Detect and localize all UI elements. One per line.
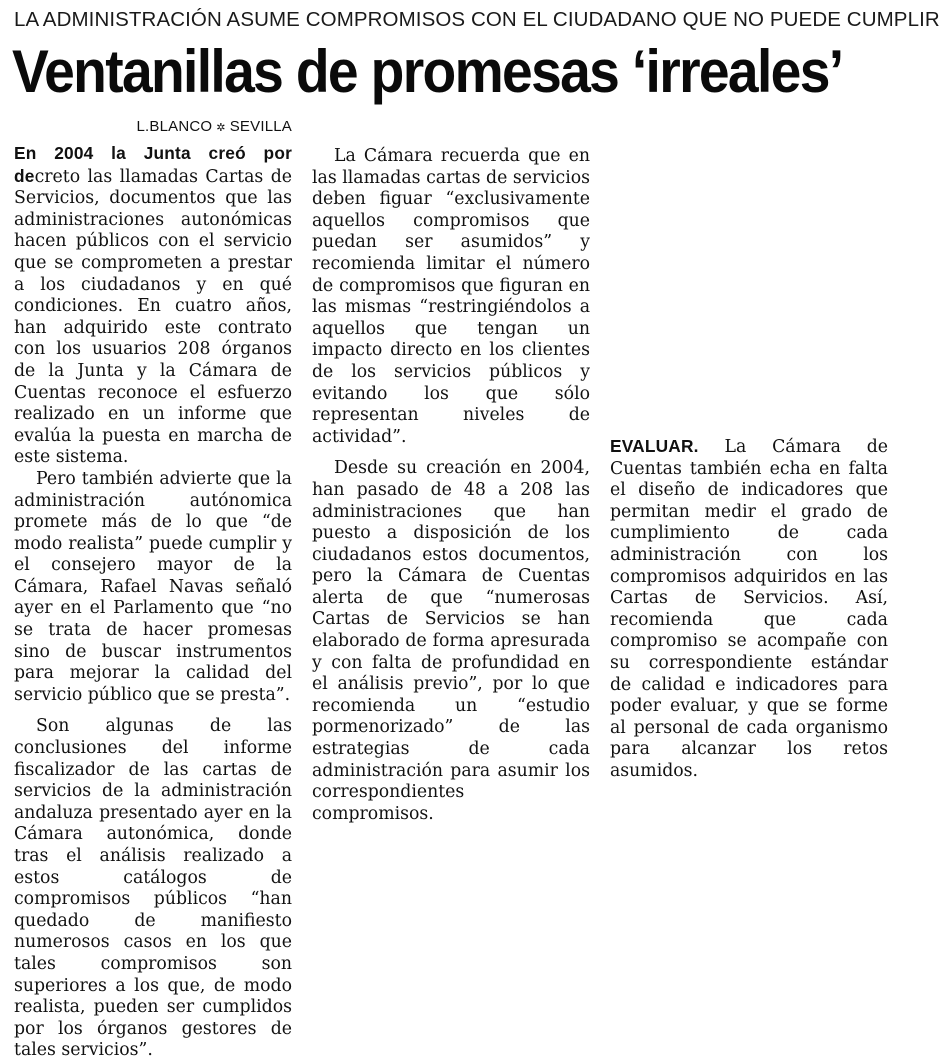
kicker-headline: LA ADMINISTRACIÓN ASUME COMPROMISOS CON EL CIUDADANO QUE NO PUEDE CUMPLIR: [14, 8, 940, 31]
lead-rest-text: creto las llamadas Cartas de Servicios, documentos que las administraciones autonómicas hacen públicos con el servicio que se comprometen a prestar a los ciudadanos y en qué condiciones. En cuatro años, han adquirido este contrato con los usuarios 208 órganos de la Junta y la Cámara de Cuentas reconoce el esfuerzo realizado en un informe que evalúa la puesta en marcha de este sistema.: [14, 166, 292, 468]
byline: [14, 116, 292, 139]
paragraph-section: [610, 436, 888, 783]
paragraph-2: Pero también advierte que la administración autónomica promete más de lo que “de modo realista” puede cumplir y el consejero mayor de la Cámara, Rafael Navas señaló ayer en el Parlamento que “no se trata de hacer promesas sino de buscar instrumentos para mejorar la calidad del servicio público que se presta”.: [14, 468, 292, 705]
byline-separator-icon: ✲: [216, 122, 226, 134]
paragraph-3: Son algunas de las conclusiones del informe fiscalizador de las cartas de servicios de la administración andaluza presentado ayer en la Cámara autonómica, donde tras el análisis realizado a estos catálogos de compromisos públicos “han quedado de manifiesto numerosos casos en los que tales compromisos son superiores a los que, de modo realista, pueden ser cumplidos por los órganos gestores de tales servicios”.: [14, 716, 292, 1061]
article-column-3: [610, 146, 888, 783]
article-column-1: [14, 116, 292, 1061]
main-headline: Ventanillas de promesas ‘irreales’: [12, 38, 843, 105]
section-label-evaluar: EVALUAR.: [610, 436, 699, 456]
byline-location: SEVILLA: [229, 118, 292, 135]
paragraph-5: Desde su creación en 2004, han pasado de 48 a 208 las administraciones que han puesto a disposición de los ciudadanos estos documentos, pero la Cámara de Cuentas alerta de que “numerosas Cartas de Servicios se han elaborado de forma apresurada y con falta de profundidad en el análisis previo”, por lo que recomienda un “estudio pormenorizado” de las estrategias de cada administración para asumir los correspondientes compromisos.: [312, 458, 590, 824]
section-text: La Cámara de Cuentas también echa en falta el diseño de indicadores que permitan medir el grado de cumplimiento de cada administración con los compromisos adquiridos en las Cartas de Servicios. Así, recomienda que cada compromiso se acompañe con su correspondiente estándar de calidad e indicadores para poder evaluar, y que se forme al personal de cada organismo para alcanzar los retos asumidos.: [610, 437, 888, 781]
article-column-2: [312, 146, 590, 824]
byline-author: L.BLANCO: [136, 118, 213, 135]
paragraph-lead: [14, 143, 292, 469]
paragraph-4: La Cámara recuerda que en las llamadas cartas de servicios deben figuar “exclusivamente aquellos compromisos que puedan ser asumidos” y recomienda limitar el número de compromisos que figuran en las mismas “restringiéndolos a aquellos que tengan un impacto directo en los clientes de los servicios públicos y evitando los que sólo representan niveles de actividad”.: [312, 146, 590, 447]
lead-bold-text: En 2004 la Junta creó por de: [14, 143, 292, 186]
